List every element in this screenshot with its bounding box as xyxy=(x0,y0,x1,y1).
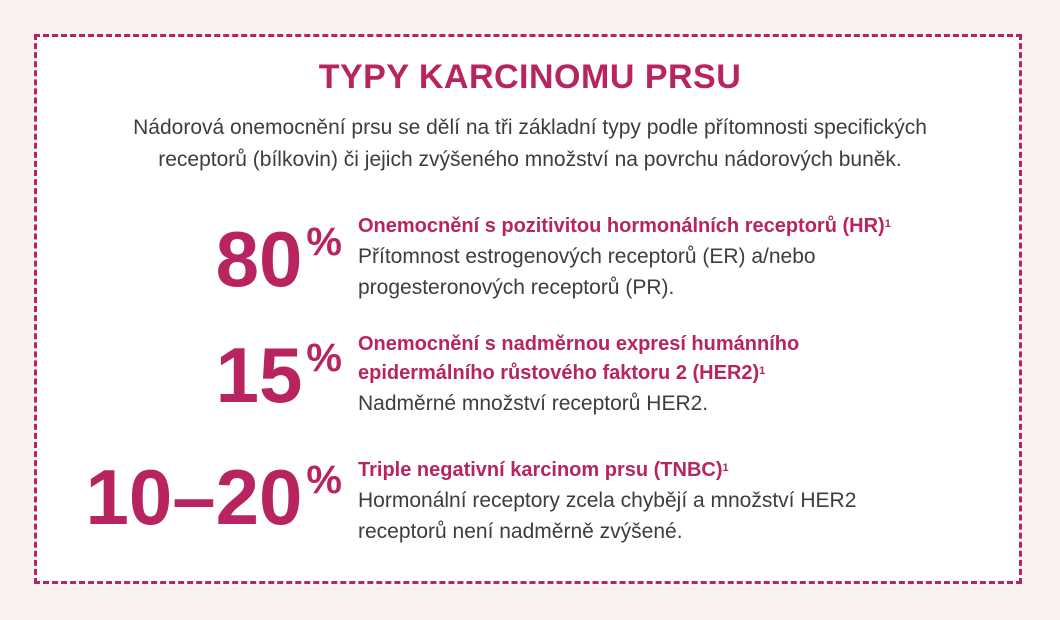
footnote-marker: 1 xyxy=(759,365,766,377)
type-body xyxy=(358,485,1008,547)
percent-sign: % xyxy=(306,458,342,502)
percentage-number: 80 xyxy=(215,215,303,303)
percent-sign: % xyxy=(306,220,342,264)
percentage-value xyxy=(85,453,342,541)
type-heading xyxy=(358,456,1008,485)
type-heading-line: epidermálního růstového faktoru 2 (HER2) xyxy=(358,362,760,384)
type-description xyxy=(358,456,1008,547)
intro-line-2: receptorů (bílkovin) či jejich zvýšeného množství na povrchu nádorových buněk. xyxy=(158,148,902,171)
percent-sign: % xyxy=(306,336,342,380)
intro-line-1: Nádorová onemocnění prsu se dělí na tři základní typy podle přítomnosti specifických xyxy=(133,116,927,139)
type-body-line: receptorů není nadměrně zvýšené. xyxy=(358,520,683,543)
type-body xyxy=(358,241,1008,303)
type-description xyxy=(358,212,1008,303)
percentage-value xyxy=(215,215,342,303)
percentage-value xyxy=(215,331,342,419)
percentage-number: 10–20 xyxy=(85,453,303,541)
footnote-marker: 1 xyxy=(884,218,891,230)
footnote-marker: 1 xyxy=(722,462,729,474)
type-body-line: Nadměrné množství receptorů HER2. xyxy=(358,392,709,415)
type-body-line: Hormonální receptory zcela chybějí a množství HER2 xyxy=(358,489,857,512)
type-description xyxy=(358,330,1008,419)
type-heading-line: Onemocnění s nadměrnou expresí humánního xyxy=(358,333,800,355)
percentage-number: 15 xyxy=(215,331,303,419)
type-body xyxy=(358,388,1008,419)
intro-text xyxy=(50,112,1010,176)
type-body-line: progesteronových receptorů (PR). xyxy=(358,276,675,299)
page-title: TYPY KARCINOMU PRSU xyxy=(318,58,742,96)
type-heading xyxy=(358,330,1008,388)
type-heading-line: Onemocnění s pozitivitou hormonálních receptorů (HR) xyxy=(358,215,885,237)
type-heading-line: Triple negativní karcinom prsu (TNBC) xyxy=(358,459,723,481)
type-heading xyxy=(358,212,1008,241)
type-body-line: Přítomnost estrogenových receptorů (ER) a/nebo xyxy=(358,245,816,268)
